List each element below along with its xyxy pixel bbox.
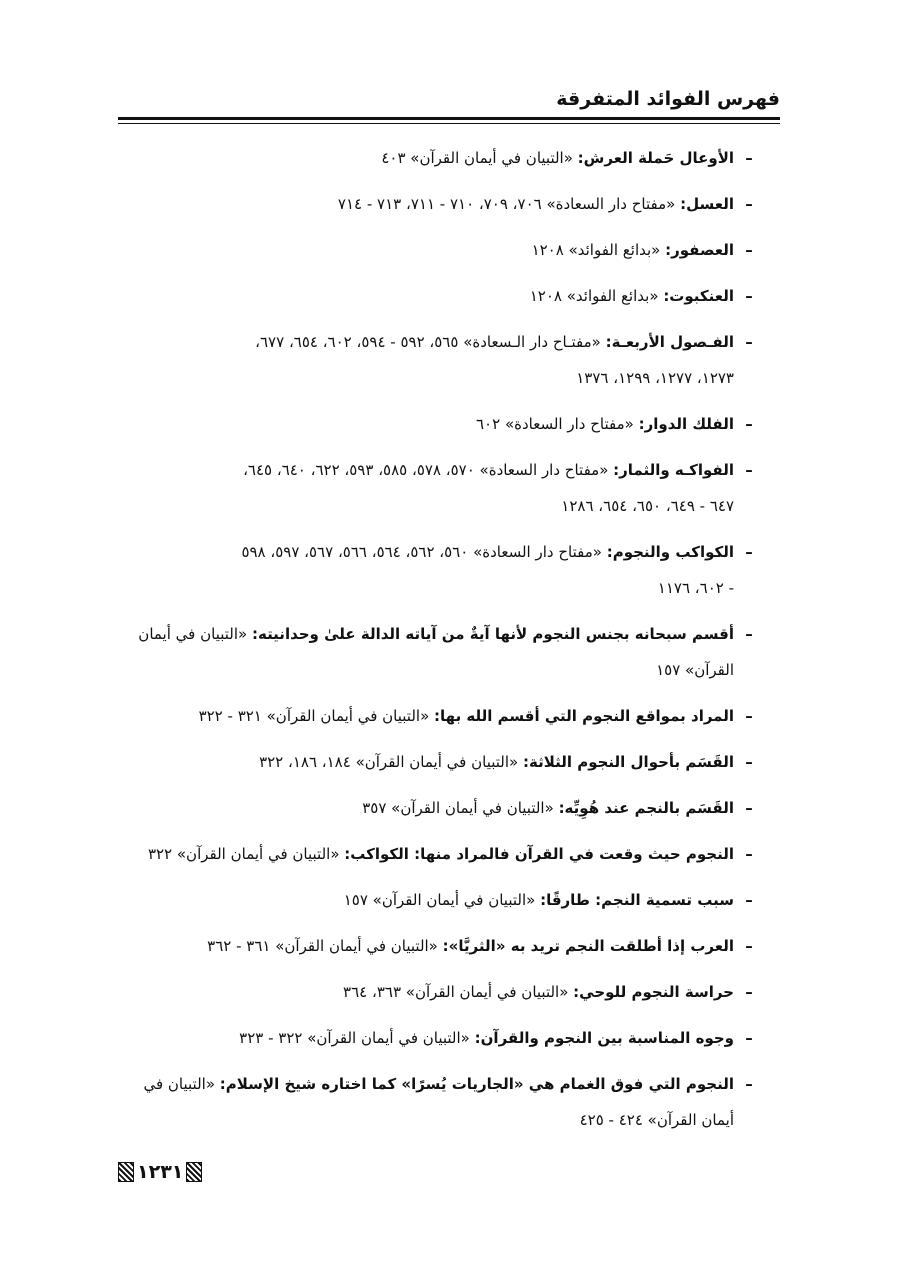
entry-term: العصفور: — [665, 241, 734, 259]
entry-ref: «التبيان في — [143, 1075, 215, 1093]
entry-ref: «التبيان في أيمان القرآن» ٤٠٣ — [381, 149, 573, 167]
entry-dash: – — [745, 333, 753, 351]
entry-dash: – — [745, 799, 753, 817]
header-rule-thick — [118, 117, 780, 120]
entry-dash: – — [745, 1075, 753, 1093]
index-entry — [110, 452, 758, 524]
entry-continuation: ١٢٧٣، ١٢٧٧، ١٢٩٩، ١٣٧٦ — [576, 369, 734, 387]
page-header — [118, 84, 780, 128]
entry-term: القَسَم بأحوال النجوم الثلاثة: — [522, 753, 734, 771]
entry-dash: – — [745, 241, 753, 259]
entry-term: العرب إذا أطلقت النجم تريد به «الثريَّا»: — [442, 937, 734, 955]
entry-continuation: ٦٤٧ - ٦٤٩، ٦٥٠، ٦٥٤، ١٢٨٦ — [561, 497, 734, 515]
entry-dash: – — [745, 937, 753, 955]
entry-ref: «مفتـاح دار الـسعادة» ٥٦٥، ٥٩٢ - ٥٩٤، ٦٠٢، ٦٥٤، ٦٧٧، — [255, 333, 601, 351]
entry-dash: – — [745, 287, 753, 305]
entry-dash: – — [745, 149, 753, 167]
index-entry — [110, 324, 758, 396]
entry-ref: «بدائع الفوائد» ١٢٠٨ — [531, 241, 661, 259]
entry-term: الفواكـه والثمار: — [613, 461, 734, 479]
index-subentry — [110, 928, 758, 964]
entry-ref: «التبيان في أيمان القرآن» ٣٢٢ - ٣٢٣ — [239, 1029, 470, 1047]
index-entry — [110, 534, 758, 606]
entry-ref: «بدائع الفوائد» ١٢٠٨ — [529, 287, 659, 305]
entry-term: النجوم التي فوق الغمام هي «الجاريات يُسرًا» كما اختاره شيخ الإسلام: — [219, 1075, 734, 1093]
entry-term: الفلك الدوار: — [638, 415, 734, 433]
page-number: ١٢٣١ — [137, 1161, 184, 1183]
entry-dash: – — [745, 1029, 753, 1047]
entry-ref: «التبيان في أيمان — [138, 625, 248, 643]
entry-ref: «التبيان في أيمان القرآن» ١٥٧ — [343, 891, 536, 909]
entry-term: سبب تسمية النجم: طارقًا: — [540, 891, 734, 909]
ornament-left-icon — [118, 1162, 134, 1182]
entry-dash: – — [745, 415, 753, 433]
entry-dash: – — [745, 891, 753, 909]
index-entry — [110, 140, 758, 176]
entry-dash: – — [745, 461, 753, 479]
entry-continuation: - ٦٠٢، ١١٧٦ — [657, 579, 734, 597]
index-entry — [110, 406, 758, 442]
entry-ref: «التبيان في أيمان القرآن» ٣٥٧ — [362, 799, 554, 817]
entry-dash: – — [745, 845, 753, 863]
entry-term: أقسم سبحانه بجنس النجوم لأنها آيةٌ من آياته الدالة علىٰ وحدانيته: — [251, 625, 734, 643]
entry-ref: «مفتاح دار السعادة» ٦٠٢ — [476, 415, 634, 433]
entry-dash: – — [745, 543, 753, 561]
entry-ref: «مفتاح دار السعادة» ٥٧٠، ٥٧٨، ٥٨٥، ٥٩٣، ٦٢٢، ٦٤٠، ٦٤٥، — [243, 461, 609, 479]
entry-ref: «التبيان في أيمان القرآن» ٣٦١ - ٣٦٢ — [207, 937, 438, 955]
page-title: فهرس الفوائد المتفرقة — [556, 88, 780, 110]
index-subentry — [110, 974, 758, 1010]
index-entry — [110, 616, 758, 688]
index-subentry — [110, 744, 758, 780]
ornament-right-icon — [186, 1162, 202, 1182]
entry-term: النجوم حيث وقعت في القرآن فالمراد منها: الكواكب: — [344, 845, 734, 863]
index-subentry — [110, 1020, 758, 1056]
entry-ref: «مفتاح دار السعادة» ٧٠٦، ٧٠٩، ٧١٠ - ٧١١، ٧١٣ - ٧١٤ — [337, 195, 676, 213]
entry-term: العنكبوت: — [663, 287, 734, 305]
entry-term: وجوه المناسبة بين النجوم والقرآن: — [474, 1029, 734, 1047]
index-subentry — [110, 790, 758, 826]
index-subentry — [110, 698, 758, 734]
index-entry — [110, 232, 758, 268]
index-entry — [110, 186, 758, 222]
entry-continuation: القرآن» ١٥٧ — [656, 661, 734, 679]
entry-term: الفـصول الأربعـة: — [605, 333, 734, 351]
index-subentry — [110, 1066, 758, 1138]
entry-term: حراسة النجوم للوحي: — [573, 983, 734, 1001]
page-footer — [118, 1158, 202, 1186]
entry-term: العسل: — [680, 195, 734, 213]
entry-ref: «التبيان في أيمان القرآن» ٣٢١ - ٣٢٢ — [198, 707, 430, 725]
entry-dash: – — [745, 753, 753, 771]
index-entry — [110, 278, 758, 314]
entry-dash: – — [745, 983, 753, 1001]
entry-ref: «مفتاح دار السعادة» ٥٦٠، ٥٦٢، ٥٦٤، ٥٦٦، ٥٦٧، ٥٩٧، ٥٩٨ — [241, 543, 602, 561]
entry-term: الكواكب والنجوم: — [606, 543, 734, 561]
entry-term: الأوعال حَملة العرش: — [577, 149, 734, 167]
header-rule-thin — [118, 123, 780, 124]
entry-term: القَسَم بالنجم عند هُوِيِّه: — [558, 799, 734, 817]
entry-ref: «التبيان في أيمان القرآن» ٣٢٢ — [147, 845, 340, 863]
entry-dash: – — [745, 707, 753, 725]
entry-ref: «التبيان في أيمان القرآن» ٣٦٣، ٣٦٤ — [343, 983, 569, 1001]
index-entries — [110, 140, 758, 1148]
entry-continuation: أيمان القرآن» ٤٢٤ - ٤٢٥ — [579, 1111, 734, 1129]
entry-term: المراد بمواقع النجوم التي أقسم الله بها: — [434, 707, 734, 725]
index-subentry — [110, 882, 758, 918]
entry-ref: «التبيان في أيمان القرآن» ١٨٤، ١٨٦، ٣٢٢ — [259, 753, 519, 771]
index-subentry — [110, 836, 758, 872]
entry-dash: – — [745, 195, 753, 213]
entry-dash: – — [745, 625, 753, 643]
